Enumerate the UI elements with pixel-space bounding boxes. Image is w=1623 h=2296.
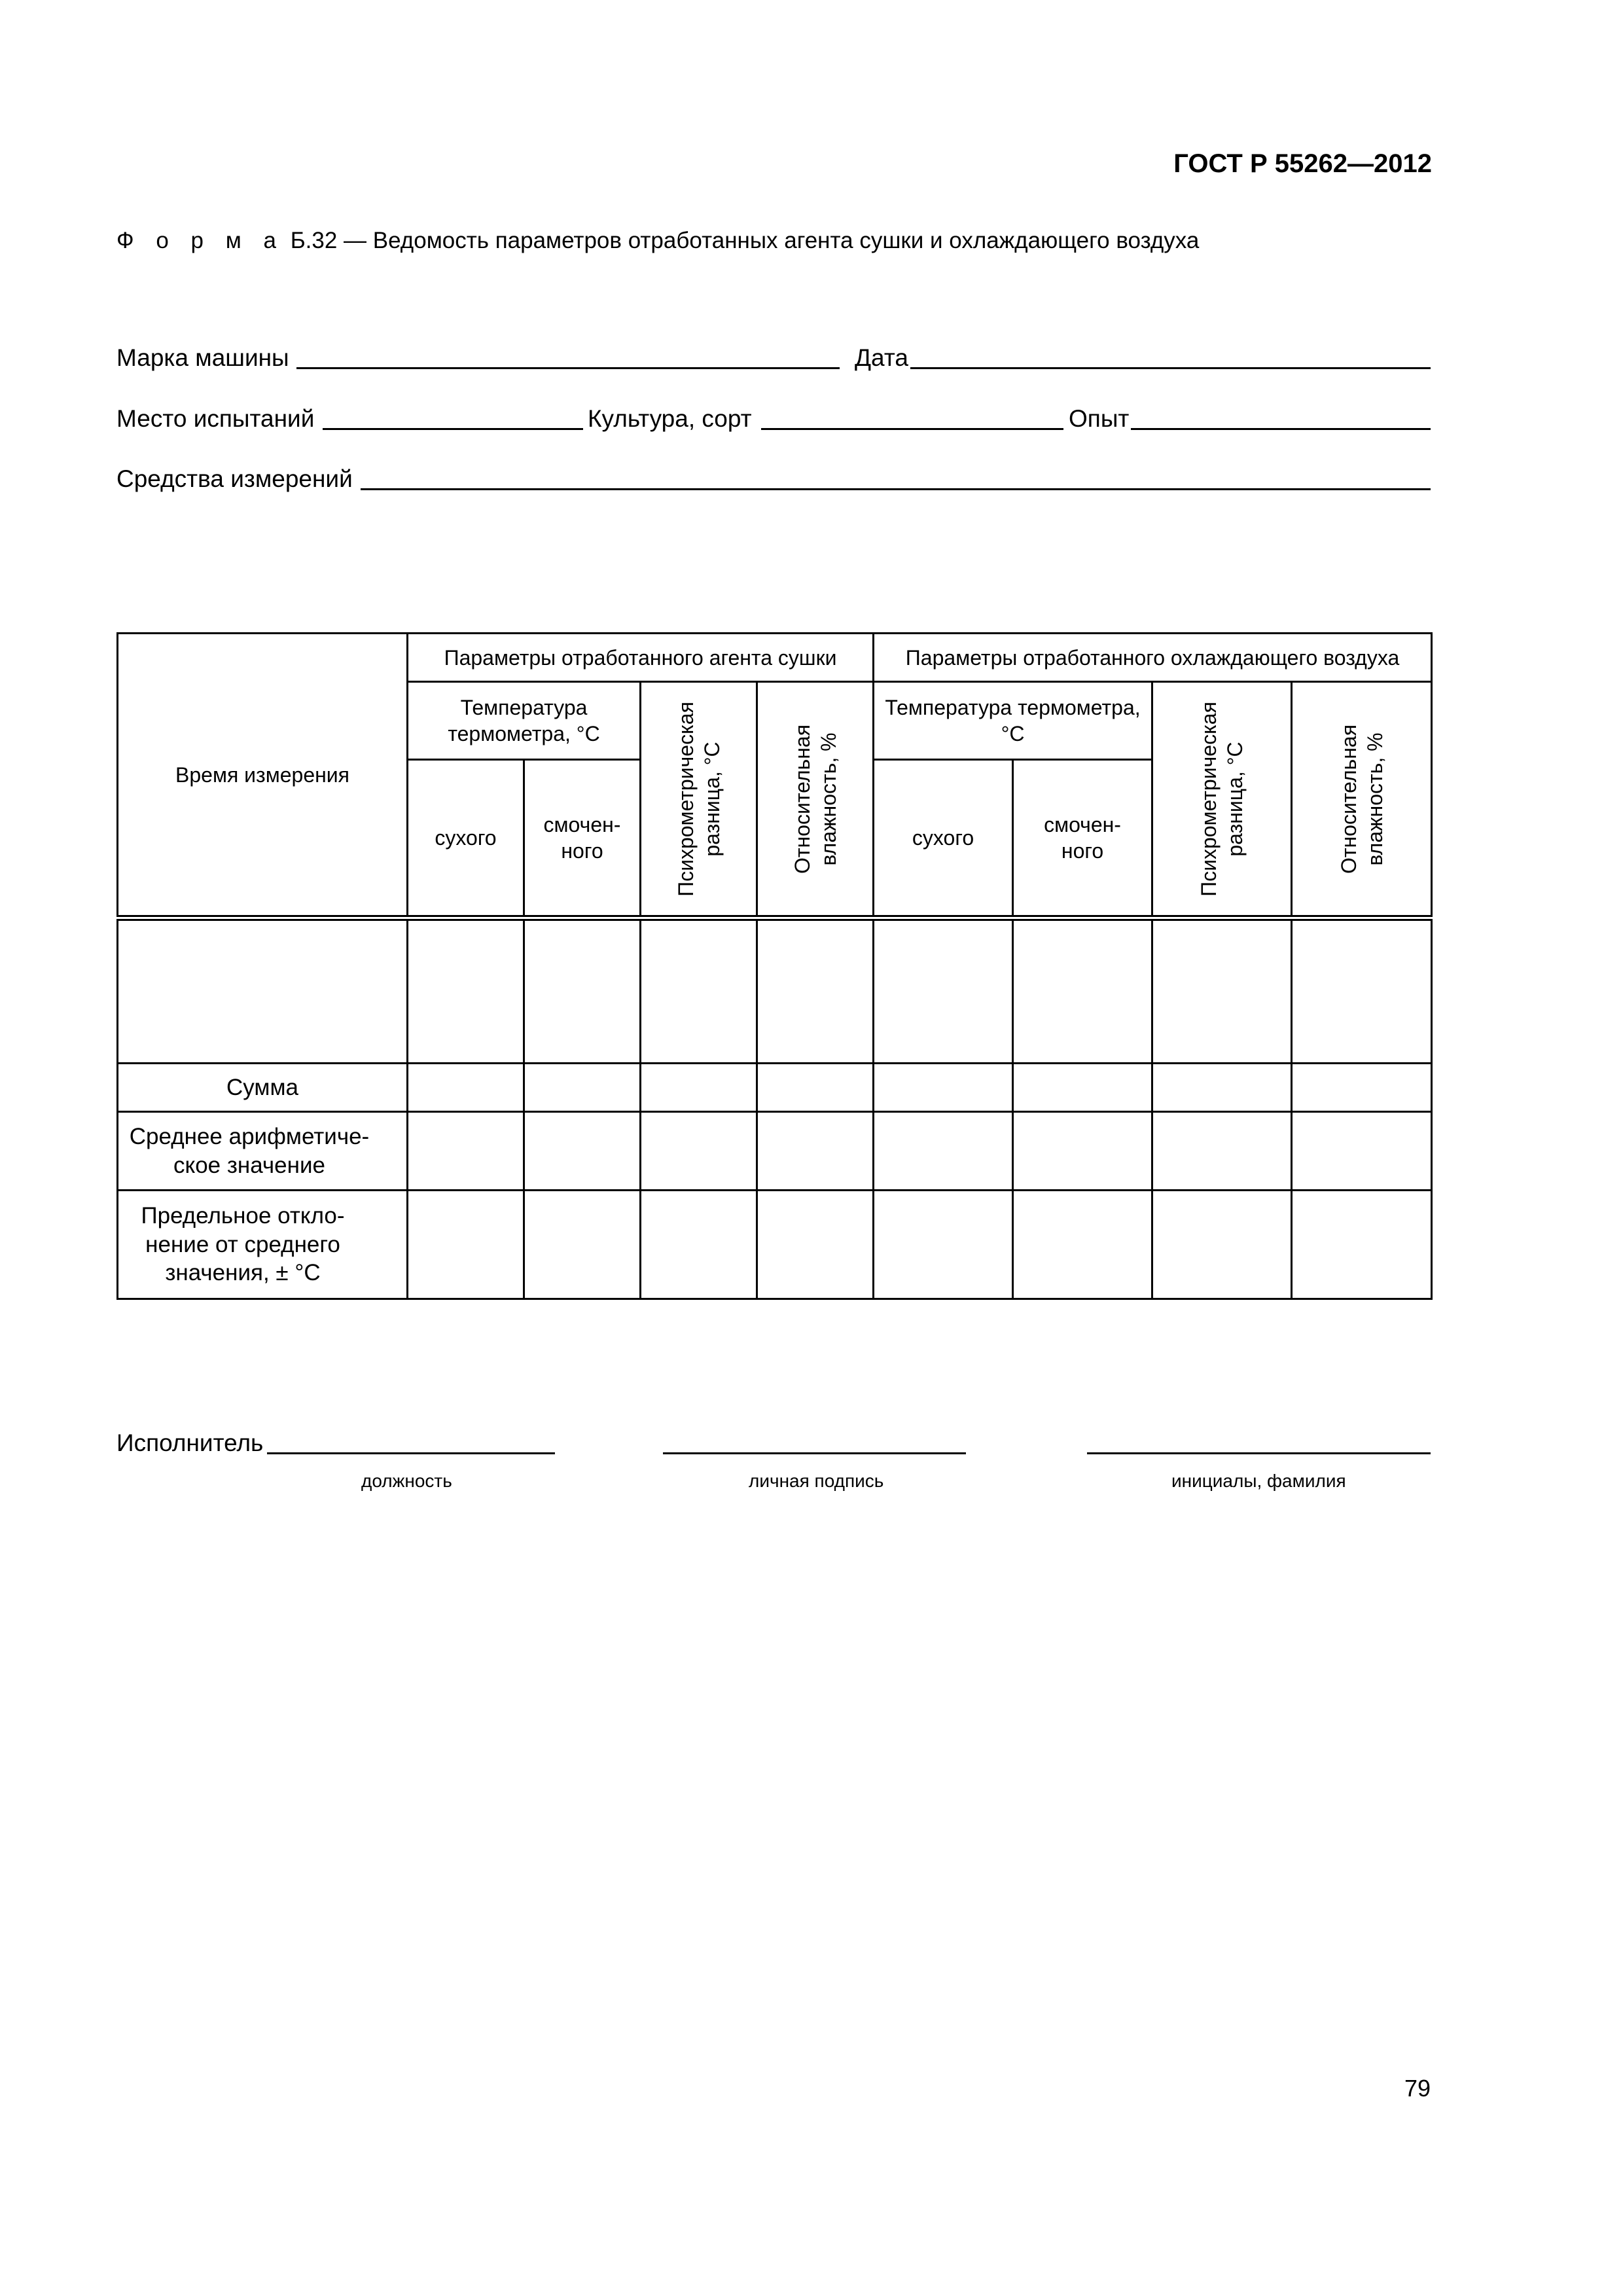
table-cell[interactable] bbox=[1152, 1191, 1292, 1299]
table-cell[interactable] bbox=[1292, 1191, 1432, 1299]
position-line[interactable] bbox=[267, 1452, 555, 1454]
name-caption: инициалы, фамилия bbox=[1171, 1471, 1346, 1491]
wet-header-2: смочен-ного bbox=[1013, 759, 1152, 918]
temp-header-2: Температура термометра, °С bbox=[874, 682, 1152, 760]
executor-row bbox=[116, 1426, 1431, 1465]
table-cell[interactable] bbox=[1013, 1064, 1152, 1112]
table-cell[interactable] bbox=[408, 1064, 524, 1112]
table-cell[interactable] bbox=[524, 1112, 641, 1191]
table-cell[interactable] bbox=[641, 918, 757, 1064]
table-cell[interactable] bbox=[874, 1191, 1013, 1299]
mean-row-label: Среднее арифметиче-ское значение bbox=[118, 1112, 408, 1191]
table-cell[interactable] bbox=[1013, 918, 1152, 1064]
crop-line[interactable] bbox=[761, 428, 1063, 430]
position-caption: должность bbox=[361, 1471, 452, 1491]
form-title bbox=[116, 228, 1199, 254]
place-line[interactable] bbox=[323, 428, 583, 430]
table-cell[interactable] bbox=[1013, 1191, 1152, 1299]
time-header: Время измерения bbox=[118, 634, 408, 918]
crop-label: Культура, сорт bbox=[588, 405, 752, 432]
table-row bbox=[118, 1112, 1432, 1191]
parameters-table bbox=[116, 632, 1433, 1300]
date-line[interactable] bbox=[910, 367, 1431, 369]
table-cell[interactable] bbox=[757, 1191, 874, 1299]
group2-header: Параметры отработанного охлаждающего воздуха bbox=[874, 634, 1432, 682]
machine-date-row bbox=[116, 340, 1431, 380]
psychro-text-1: Психрометрическая разница, °С bbox=[673, 701, 724, 897]
instruments-row bbox=[116, 461, 1431, 501]
trial-label: Опыт bbox=[1069, 405, 1130, 432]
wet-header-1: смочен-ного bbox=[524, 759, 641, 918]
executor-label: Исполнитель bbox=[116, 1429, 264, 1456]
table-cell[interactable] bbox=[118, 918, 408, 1064]
table-cell[interactable] bbox=[524, 1191, 641, 1299]
table-cell[interactable] bbox=[1152, 1112, 1292, 1191]
table-row bbox=[118, 1064, 1432, 1112]
signature-line[interactable] bbox=[663, 1452, 966, 1454]
place-label: Место испытаний bbox=[116, 405, 315, 432]
table-cell[interactable] bbox=[1013, 1112, 1152, 1191]
humidity-text-1: Относительная влажность, % bbox=[790, 724, 840, 874]
table-cell[interactable] bbox=[1292, 918, 1432, 1064]
standard-number: ГОСТ Р 55262—2012 bbox=[1173, 149, 1432, 178]
page-number: 79 bbox=[1404, 2075, 1431, 2102]
psychro-header-1 bbox=[641, 682, 757, 918]
table-cell[interactable] bbox=[524, 918, 641, 1064]
table-cell[interactable] bbox=[408, 1112, 524, 1191]
table-cell[interactable] bbox=[1152, 1064, 1292, 1112]
table-cell[interactable] bbox=[408, 918, 524, 1064]
machine-line[interactable] bbox=[296, 367, 840, 369]
instruments-line[interactable] bbox=[361, 488, 1431, 490]
table-cell[interactable] bbox=[641, 1064, 757, 1112]
psychro-text-2: Психрометрическая разница, °С bbox=[1197, 701, 1247, 897]
table-cell[interactable] bbox=[874, 1064, 1013, 1112]
table-cell[interactable] bbox=[524, 1064, 641, 1112]
table-cell[interactable] bbox=[874, 918, 1013, 1064]
dry-header-2: сухого bbox=[874, 759, 1013, 918]
humidity-header-2 bbox=[1292, 682, 1432, 918]
table-cell[interactable] bbox=[874, 1112, 1013, 1191]
table-cell[interactable] bbox=[757, 918, 874, 1064]
signature-caption: личная подпись bbox=[749, 1471, 884, 1491]
table-row bbox=[118, 918, 1432, 1064]
table-cell[interactable] bbox=[408, 1191, 524, 1299]
table-cell[interactable] bbox=[1292, 1064, 1432, 1112]
name-line[interactable] bbox=[1087, 1452, 1431, 1454]
instruments-label: Средства измерений bbox=[116, 465, 353, 492]
table-cell[interactable] bbox=[757, 1064, 874, 1112]
table-cell[interactable] bbox=[757, 1112, 874, 1191]
form-label: Ф о р м а bbox=[116, 228, 284, 253]
machine-label: Марка машины bbox=[116, 344, 289, 371]
deviation-row-label: Предельное откло-нение от среднего значения, ± °С bbox=[118, 1191, 408, 1299]
table-cell[interactable] bbox=[641, 1112, 757, 1191]
psychro-header-2 bbox=[1152, 682, 1292, 918]
humidity-text-2: Относительная влажность, % bbox=[1336, 724, 1387, 874]
form-title-text: Б.32 — Ведомость параметров отработанных агента сушки и охлаждающего воздуха bbox=[283, 228, 1200, 253]
temp-header-1: Температура термометра, °С bbox=[408, 682, 641, 760]
trial-line[interactable] bbox=[1131, 428, 1431, 430]
group1-header: Параметры отработанного агента сушки bbox=[408, 634, 874, 682]
table-cell[interactable] bbox=[1152, 918, 1292, 1064]
table-row bbox=[118, 1191, 1432, 1299]
humidity-header-1 bbox=[757, 682, 874, 918]
place-crop-trial-row bbox=[116, 401, 1431, 440]
sum-row-label: Сумма bbox=[118, 1064, 408, 1112]
table-cell[interactable] bbox=[1292, 1112, 1432, 1191]
date-label: Дата bbox=[855, 344, 908, 371]
dry-header-1: сухого bbox=[408, 759, 524, 918]
table-cell[interactable] bbox=[641, 1191, 757, 1299]
